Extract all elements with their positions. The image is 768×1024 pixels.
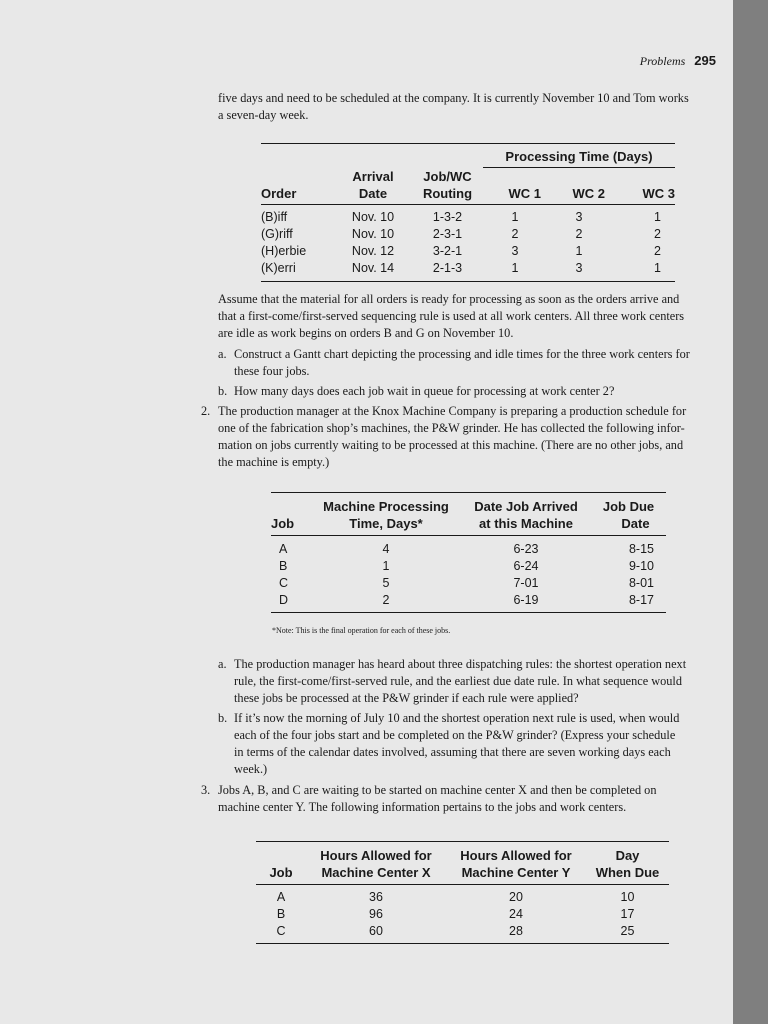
header-line: Machine Processing (323, 499, 449, 514)
cell-processing: 4 (382, 542, 390, 556)
col-day-due (586, 842, 669, 885)
col-date-arrived (461, 493, 591, 536)
col-wc1: WC 1 (508, 185, 541, 201)
table-row (256, 923, 669, 944)
cell-arrived: 6-23 (513, 542, 539, 556)
table-row (261, 209, 675, 226)
cell-wc1: 3 (511, 243, 519, 258)
cell-wc1: 2 (511, 226, 519, 241)
cell-job: A (276, 890, 286, 904)
header-line: at this Machine (479, 516, 573, 531)
header-line: Date (621, 516, 650, 531)
cell-hours-y: 28 (509, 924, 523, 938)
cell-day-due: 10 (620, 890, 635, 904)
col-hours-x (306, 842, 446, 885)
cell-day-due: 17 (620, 907, 635, 921)
text-line: one of the fabrication shop’s machines, the P&W grinder. He has collected the following infor- (218, 421, 685, 435)
col-job: Job (271, 516, 295, 531)
cell-routing: 3-2-1 (432, 243, 463, 258)
cell-arrival: Nov. 10 (351, 226, 395, 241)
header-line: Day (615, 848, 640, 863)
col-routing (412, 168, 483, 205)
question-2a (218, 656, 716, 707)
text-line: these jobs be processed at the P&W grinder if each rule were applied? (234, 691, 579, 705)
table-row (271, 541, 666, 558)
text-line: The production manager has heard about three dispatching rules: the shortest operation next (234, 657, 687, 671)
text-line: Assume that the material for all orders is ready for processing as soon as the orders arrive and (218, 292, 680, 306)
header-line: Arrival (352, 168, 394, 184)
routing-table (261, 143, 675, 282)
text-line: the machine is empty.) (218, 455, 330, 469)
cell-hours-x: 96 (369, 907, 383, 921)
header-line: Hours Allowed for (460, 848, 572, 863)
col-wc3: WC 3 (642, 185, 675, 201)
cell-routing: 1-3-2 (432, 209, 463, 224)
col-wc2: WC 2 (572, 185, 605, 201)
text-line: that a first-come/first-served sequencing rule is used at all work centers. All three work centers (218, 309, 685, 323)
header-line: Routing (422, 185, 473, 201)
text-line: each of the four jobs start and be completed on the P&W grinder? (Express your schedule (234, 728, 676, 742)
question-2b (218, 710, 716, 778)
header-line: Job/WC (423, 168, 472, 184)
cell-due: 8-15 (628, 542, 654, 556)
cell-processing: 2 (382, 593, 390, 607)
cell-wc2: 3 (575, 209, 583, 224)
cell-wc2: 3 (575, 260, 583, 275)
page-header (640, 53, 716, 69)
text-line: these four jobs. (234, 364, 310, 378)
header-line: When Due (595, 865, 660, 880)
cell-hours-y: 20 (509, 890, 523, 904)
cell-job: A (279, 542, 288, 556)
text-line: If it’s now the morning of July 10 and the shortest operation next rule is used, when would (234, 711, 680, 725)
intro-paragraph (218, 90, 716, 124)
cell-hours-y: 24 (509, 907, 523, 921)
table-row (271, 575, 666, 592)
cell-routing: 2-1-3 (432, 260, 463, 275)
cell-wc1: 1 (511, 209, 519, 224)
header-line: Time, Days* (349, 516, 423, 531)
col-processing-time (311, 493, 461, 536)
item-label: 2. (201, 404, 211, 418)
page-number: 295 (694, 53, 716, 68)
col-order: Order (261, 185, 297, 201)
header-line: Hours Allowed for (320, 848, 432, 863)
cell-day-due: 25 (620, 924, 635, 938)
cell-routing: 2-3-1 (432, 226, 463, 241)
table-row (261, 226, 675, 243)
cell-wc2: 1 (575, 243, 583, 258)
text-line: week.) (234, 762, 268, 776)
cell-wc3: 2 (654, 226, 661, 241)
table-row (256, 889, 669, 906)
col-arrival-date (334, 168, 412, 205)
cell-processing: 1 (382, 559, 390, 573)
running-title: Problems (639, 54, 686, 68)
col-hours-y (446, 842, 586, 885)
cell-job: D (279, 593, 289, 607)
text-line: Jobs A, B, and C are waiting to be started on machine center X and then be completed on (218, 783, 657, 797)
cell-arrived: 6-24 (513, 559, 539, 573)
page-edge-bar (733, 0, 768, 1024)
machine-center-table (256, 841, 669, 944)
cell-processing: 5 (382, 576, 390, 590)
header-line: Date (358, 185, 388, 201)
header-line: Machine Center Y (461, 865, 571, 880)
cell-hours-x: 60 (369, 924, 383, 938)
table-row (261, 243, 675, 260)
problem-3 (201, 782, 716, 816)
table-row (271, 558, 666, 575)
cell-job: B (279, 559, 288, 573)
cell-arrival: Nov. 12 (351, 243, 395, 258)
question-1b (218, 383, 716, 400)
job-table (271, 492, 666, 613)
table-row (256, 906, 669, 923)
cell-wc3: 1 (654, 209, 661, 224)
cell-due: 8-17 (628, 593, 654, 607)
text-line: The production manager at the Knox Machine Company is preparing a production schedule for (218, 404, 687, 418)
cell-wc3: 1 (654, 260, 661, 275)
cell-wc3: 2 (654, 243, 661, 258)
text-line: rule, the first-come/first-served rule, and the earliest due date rule. In what sequence would (234, 674, 682, 688)
item-label: b. (218, 384, 228, 398)
table-row (271, 592, 666, 613)
text-line: How many days does each job wait in queue for processing at work center 2? (234, 384, 615, 398)
cell-due: 8-01 (628, 576, 654, 590)
header-line: Job Due (602, 499, 655, 514)
cell-order: (K)erri (261, 260, 296, 275)
processing-time-group-header: Processing Time (Days) (483, 144, 675, 168)
assumption-paragraph (218, 291, 716, 342)
cell-order: (G)riff (261, 226, 293, 241)
cell-arrived: 6-19 (513, 593, 539, 607)
text-line: machine center Y. The following information pertains to the jobs and work centers. (218, 800, 627, 814)
col-job: Job (269, 865, 293, 880)
item-label: b. (218, 711, 228, 725)
cell-job: B (276, 907, 286, 921)
cell-job: C (279, 576, 289, 590)
table-footnote: *Note: This is the final operation for each of these jobs. (272, 626, 451, 635)
cell-hours-x: 36 (369, 890, 383, 904)
text-line: a seven-day week. (218, 108, 309, 122)
text-line: mation on jobs currently waiting to be processed at this machine. (There are no other jobs, and (218, 438, 684, 452)
text-line: are idle as work begins on orders B and G on November 10. (218, 326, 514, 340)
item-label: 3. (201, 783, 211, 797)
problem-2 (201, 403, 716, 471)
cell-arrival: Nov. 10 (351, 209, 395, 224)
text-line: Construct a Gantt chart depicting the processing and idle times for the three work centers for (234, 347, 690, 361)
cell-due: 9-10 (628, 559, 654, 573)
cell-order: (H)erbie (261, 243, 307, 258)
question-1a (218, 346, 716, 380)
text-line: five days and need to be scheduled at the company. It is currently November 10 and Tom works (218, 91, 689, 105)
cell-wc2: 2 (575, 226, 583, 241)
table-row (261, 260, 675, 282)
header-line: Date Job Arrived (474, 499, 578, 514)
item-label: a. (218, 657, 227, 671)
cell-job: C (276, 924, 286, 938)
cell-arrival: Nov. 14 (351, 260, 395, 275)
col-due-date (591, 493, 666, 536)
cell-wc1: 1 (511, 260, 519, 275)
cell-order: (B)iff (261, 209, 288, 224)
text-line: in terms of the calendar dates involved, assuming that there are seven working days each (234, 745, 671, 759)
item-label: a. (218, 347, 227, 361)
cell-arrived: 7-01 (513, 576, 539, 590)
header-line: Machine Center X (321, 865, 431, 880)
